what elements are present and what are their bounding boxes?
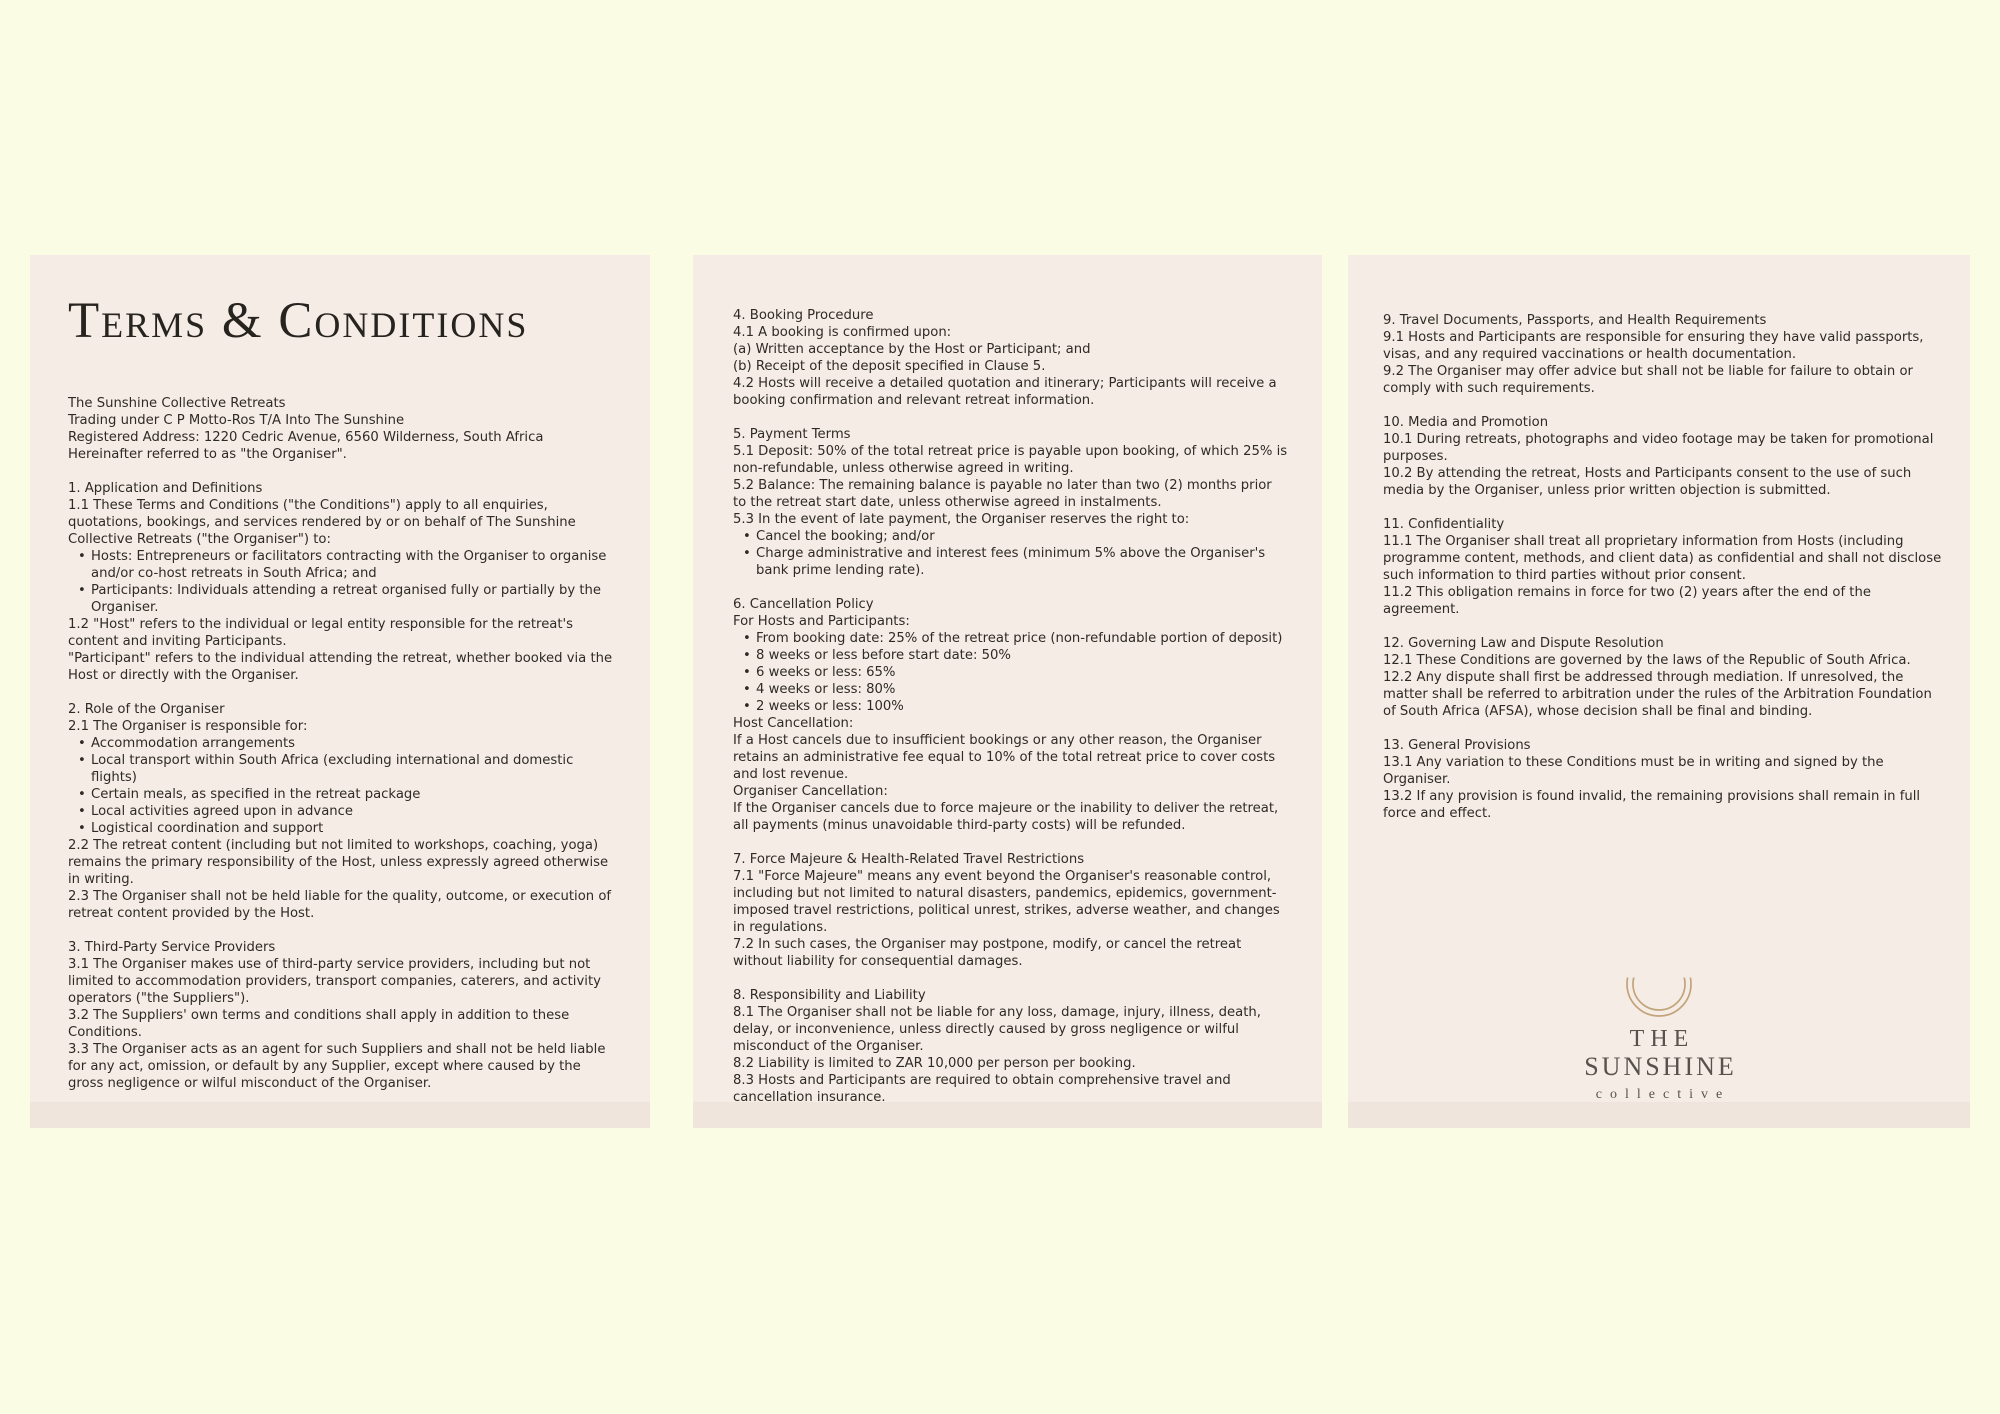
- paragraph: 2.2 The retreat content (including but not limited to workshops, coaching, yoga) remains the primary responsibility of the Host, unless expressly agreed otherwise in writing.: [68, 838, 609, 888]
- paragraph: 10.2 By attending the retreat, Hosts and Participants consent to the use of such media by the Organiser, unless prior written objection is submitted.: [1383, 466, 1912, 498]
- bullet-dot-icon: •: [743, 682, 751, 697]
- paragraph: 12.1 These Conditions are governed by the laws of the Republic of South Africa.: [1383, 653, 1911, 668]
- bullet-dot-icon: •: [743, 699, 751, 714]
- paragraph: 3.2 The Suppliers' own terms and conditions shall apply in addition to these Conditions.: [68, 1008, 570, 1041]
- paragraph: "Participant" refers to the individual attending the retreat, whether booked via the Host or directly with the Organiser.: [68, 651, 613, 684]
- paragraph: 2.3 The Organiser shall not be held liable for the quality, outcome, or execution of retreat content provided by the Host.: [68, 889, 612, 922]
- paragraph: Hereinafter referred to as "the Organiser".: [68, 447, 347, 463]
- bullet-text: 8 weeks or less before start date: 50%: [756, 648, 1011, 663]
- section-heading: 8. Responsibility and Liability: [733, 988, 926, 1003]
- section-heading: 9. Travel Documents, Passports, and Health Requirements: [1383, 313, 1767, 328]
- bullet-text: 6 weeks or less: 65%: [756, 665, 896, 680]
- bullet-text: Hosts: Entrepreneurs or facilitators contracting with the Organiser to organise and/or co-host retreats in South Africa; and: [91, 549, 607, 582]
- paragraph: 10.1 During retreats, photographs and video footage may be taken for promotional purposes.: [1383, 432, 1934, 464]
- paragraph: 5.3 In the event of late payment, the Organiser reserves the right to:: [733, 512, 1190, 527]
- terms-card-2: [693, 255, 1322, 1128]
- bullet-item: [68, 786, 620, 803]
- terms-card-1: [30, 255, 650, 1128]
- bullet-item: [68, 582, 620, 616]
- bullet-text: Local activities agreed upon in advance: [91, 804, 354, 820]
- section-heading: 6. Cancellation Policy: [733, 597, 874, 612]
- bullet-dot-icon: •: [743, 529, 751, 544]
- paragraph: 8.2 Liability is limited to ZAR 10,000 per person per booking.: [733, 1056, 1136, 1071]
- paragraph: 8.1 The Organiser shall not be liable for any loss, damage, injury, illness, death, delay, or inconvenience, unless directly caused by gross negligence or wilful misconduct of the Organiser.: [733, 1005, 1261, 1054]
- paragraph: 1.1 These Terms and Conditions ("the Conditions") apply to all enquiries, quotations, bookings, and services rendered by or on behalf of The Sunshine Collective Retreats ("the Organiser") to:: [68, 498, 576, 548]
- bullet-text: Cancel the booking; and/or: [756, 529, 935, 544]
- bullet-text: Participants: Individuals attending a retreat organised fully or partially by the Organiser.: [91, 583, 602, 616]
- section-heading: 12. Governing Law and Dispute Resolution: [1383, 636, 1664, 651]
- bullet-dot-icon: •: [78, 736, 86, 752]
- paragraph: 9.1 Hosts and Participants are responsible for ensuring they have valid passports, visas, and any required vaccinations or health documentation.: [1383, 330, 1924, 362]
- bullet-item: [733, 681, 1288, 698]
- logo-word-sunshine: SUNSHINE: [1584, 1051, 1737, 1081]
- bullet-text: 2 weeks or less: 100%: [756, 699, 904, 714]
- bullet-item: [68, 735, 620, 752]
- logo-word-the: THE: [1629, 1025, 1695, 1052]
- bullet-dot-icon: •: [743, 665, 751, 680]
- paragraph: Trading under C P Motto-Ros T/A Into The Sunshine: [68, 413, 405, 429]
- section-heading: 11. Confidentiality: [1383, 517, 1505, 532]
- bullet-item: [733, 545, 1288, 579]
- bullet-item: [68, 803, 620, 820]
- bullet-item: [733, 647, 1288, 664]
- section-heading: 7. Force Majeure & Health-Related Travel Restrictions: [733, 852, 1085, 867]
- bullet-text: Logistical coordination and support: [91, 821, 324, 837]
- bullet-dot-icon: •: [78, 549, 86, 565]
- paragraph: If the Organiser cancels due to force majeure or the inability to deliver the retreat, all payments (minus unavoidable third-party costs) will be refunded.: [733, 801, 1279, 833]
- paragraph: 3.1 The Organiser makes use of third-party service providers, including but not limited to accommodation providers, transport companies, caterers, and activity operators ("the Suppliers").: [68, 957, 601, 1007]
- section-heading: 5. Payment Terms: [733, 427, 851, 442]
- sunshine-logo: [1348, 971, 1970, 1102]
- bullet-dot-icon: •: [78, 821, 86, 837]
- paragraph: 7.1 "Force Majeure" means any event beyond the Organiser's reasonable control, including but not limited to natural disasters, pandemics, epidemics, government-imposed travel restrictions, political unrest, strikes, adverse weather, and changes in regulations.: [733, 869, 1280, 935]
- bullet-item: [68, 548, 620, 582]
- bullet-dot-icon: •: [743, 648, 751, 663]
- card-2-content: [733, 307, 1288, 1106]
- bullet-text: From booking date: 25% of the retreat price (non-refundable portion of deposit): [756, 631, 1283, 646]
- bullet-item: [733, 630, 1288, 647]
- bullet-item: [68, 752, 620, 786]
- bullet-dot-icon: •: [78, 583, 86, 599]
- bullet-dot-icon: •: [78, 753, 86, 769]
- paragraph: 13.2 If any provision is found invalid, the remaining provisions shall remain in full force and effect.: [1383, 789, 1921, 821]
- paragraph: If a Host cancels due to insufficient bookings or any other reason, the Organiser retains an administrative fee equal to 10% of the total retreat price to cover costs and lost revenue.: [733, 733, 1276, 782]
- paragraph: (b) Receipt of the deposit specified in Clause 5.: [733, 359, 1046, 374]
- section-heading: 13. General Provisions: [1383, 738, 1531, 753]
- paragraph: 4.2 Hosts will receive a detailed quotation and itinerary; Participants will receive a booking confirmation and relevant retreat information.: [733, 376, 1277, 408]
- sun-arcs-icon: [1624, 971, 1694, 1018]
- paragraph: Organiser Cancellation:: [733, 784, 888, 799]
- bullet-text: Local transport within South Africa (excluding international and domestic flights): [91, 753, 574, 786]
- bullet-dot-icon: •: [743, 631, 751, 646]
- paragraph: 9.2 The Organiser may offer advice but shall not be liable for failure to obtain or comply with such requirements.: [1383, 364, 1913, 396]
- section-heading: 2. Role of the Organiser: [68, 702, 225, 718]
- paragraph: 12.2 Any dispute shall first be addressed through mediation. If unresolved, the matter shall be referred to arbitration under the rules of the Arbitration Foundation of South Africa (AFSA), whose decision shall be final and binding.: [1383, 670, 1932, 719]
- card-3-content: [1383, 312, 1942, 822]
- paragraph: 11.1 The Organiser shall treat all proprietary information from Hosts (including programme content, methods, and client data) as confidential and shall not disclose such information to third parties without prior consent.: [1383, 534, 1942, 583]
- bullet-dot-icon: •: [743, 546, 751, 561]
- paragraph: 8.3 Hosts and Participants are required to obtain comprehensive travel and cancellation insurance.: [733, 1073, 1231, 1105]
- bullet-dot-icon: •: [78, 787, 86, 803]
- bullet-item: [733, 698, 1288, 715]
- paragraph: 1.2 "Host" refers to the individual or legal entity responsible for the retreat's content and inviting Participants.: [68, 617, 574, 650]
- paragraph: 5.1 Deposit: 50% of the total retreat price is payable upon booking, of which 25% is non-refundable, unless otherwise agreed in writing.: [733, 444, 1288, 476]
- paragraph: The Sunshine Collective Retreats: [68, 396, 286, 412]
- bullet-item: [68, 820, 620, 837]
- section-heading: 10. Media and Promotion: [1383, 415, 1549, 430]
- terms-card-3: [1348, 255, 1970, 1128]
- bullet-text: Accommodation arrangements: [91, 736, 296, 752]
- paragraph: 7.2 In such cases, the Organiser may postpone, modify, or cancel the retreat without liability for consequential damages.: [733, 937, 1242, 969]
- bullet-dot-icon: •: [78, 804, 86, 820]
- paragraph: For Hosts and Participants:: [733, 614, 910, 629]
- card-1-content: [68, 395, 620, 1092]
- bullet-text: 4 weeks or less: 80%: [756, 682, 896, 697]
- paragraph: (a) Written acceptance by the Host or Participant; and: [733, 342, 1091, 357]
- paragraph: 2.1 The Organiser is responsible for:: [68, 719, 308, 735]
- section-heading: 4. Booking Procedure: [733, 308, 874, 323]
- section-heading: 3. Third-Party Service Providers: [68, 940, 276, 956]
- section-heading: 1. Application and Definitions: [68, 481, 263, 497]
- paragraph: 11.2 This obligation remains in force for two (2) years after the end of the agreement.: [1383, 585, 1871, 617]
- paragraph: Registered Address: 1220 Cedric Avenue, 6560 Wilderness, South Africa: [68, 430, 544, 446]
- bullet-item: [733, 528, 1288, 545]
- page-title: Terms & Conditions: [68, 293, 529, 349]
- bullet-text: Charge administrative and interest fees (minimum 5% above the Organiser's bank prime lending rate).: [756, 546, 1266, 578]
- paragraph: 3.3 The Organiser acts as an agent for such Suppliers and shall not be held liable for any act, omission, or default by any Supplier, except where caused by the gross negligence or wilful misconduct of the Organiser.: [68, 1042, 606, 1092]
- bullet-item: [733, 664, 1288, 681]
- bullet-text: Certain meals, as specified in the retreat package: [91, 787, 421, 803]
- paragraph: 13.1 Any variation to these Conditions must be in writing and signed by the Organiser.: [1383, 755, 1884, 787]
- paragraph: Host Cancellation:: [733, 716, 854, 731]
- logo-word-collective: collective: [1595, 1086, 1731, 1102]
- paragraph: 4.1 A booking is confirmed upon:: [733, 325, 952, 340]
- paragraph: 5.2 Balance: The remaining balance is payable no later than two (2) months prior to the retreat start date, unless otherwise agreed in instalments.: [733, 478, 1272, 510]
